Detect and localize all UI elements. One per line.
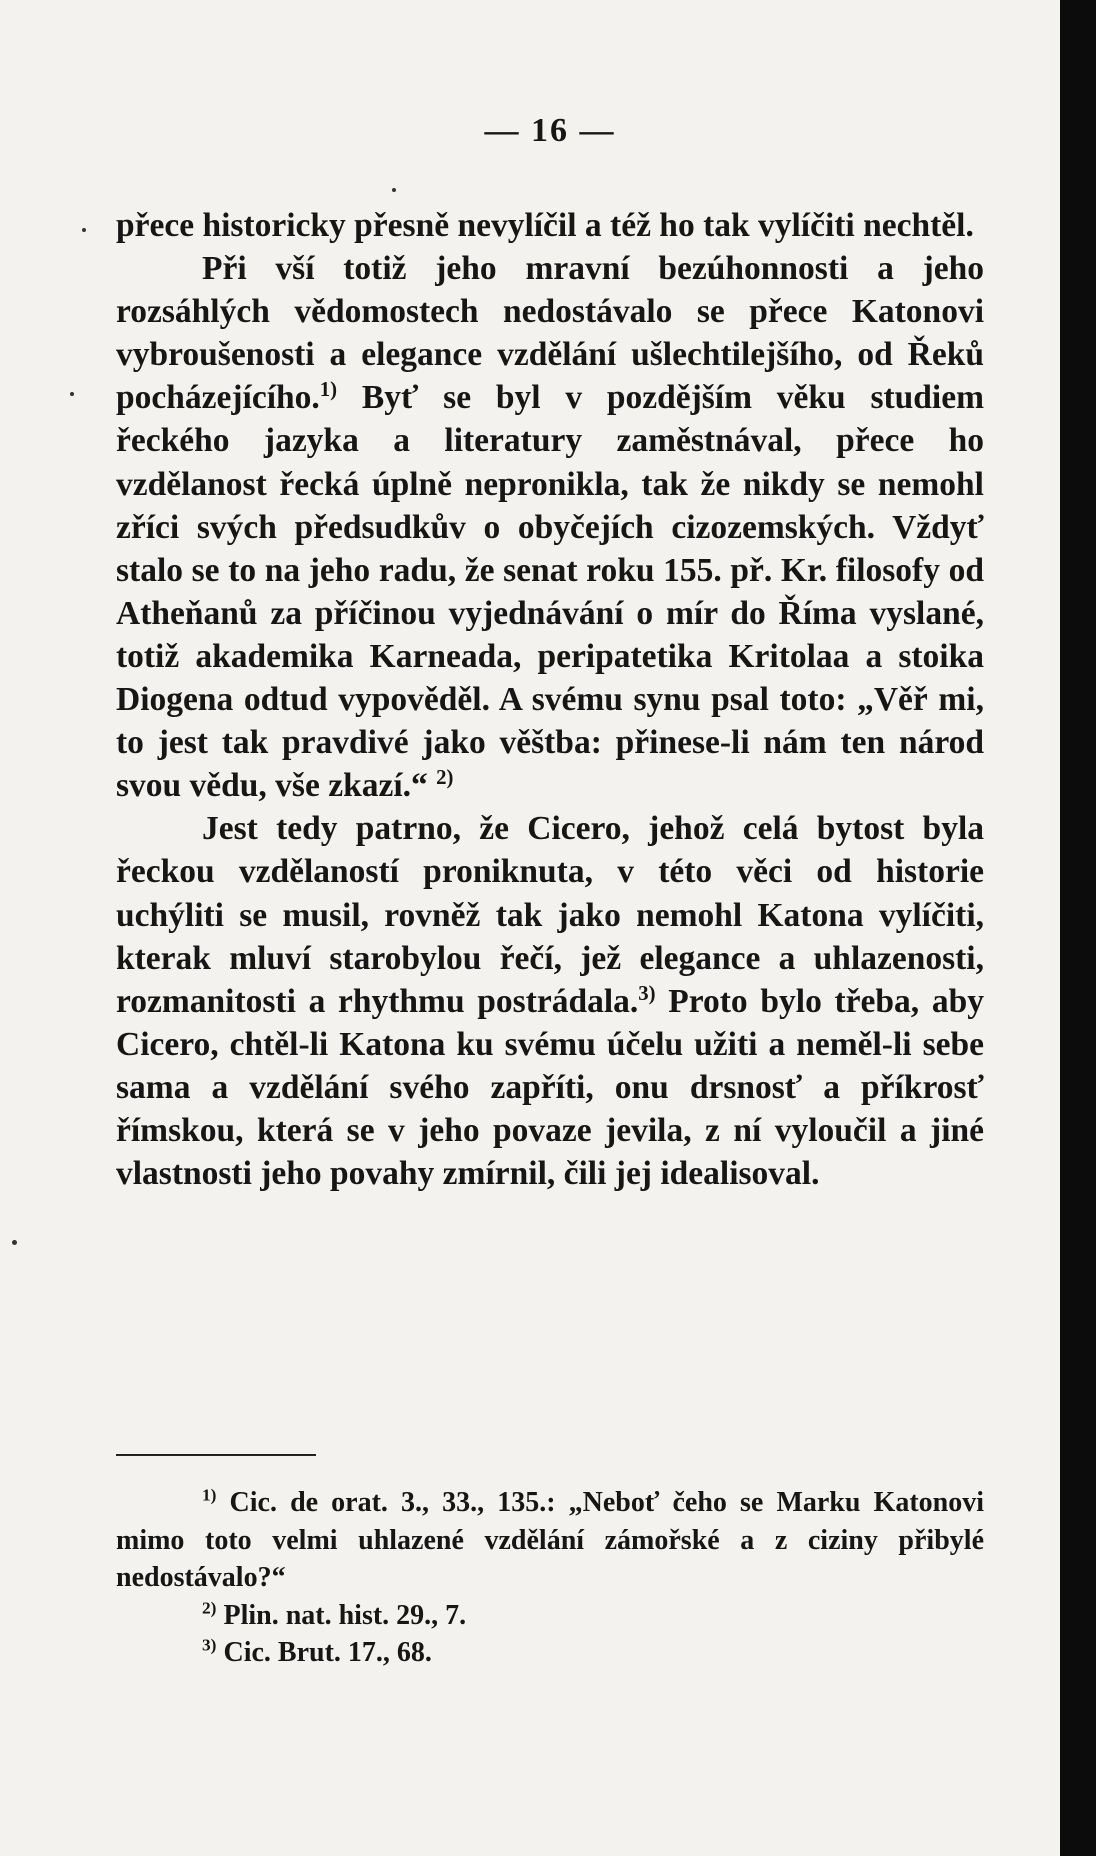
footnote-reference: 3) (638, 981, 656, 1005)
paragraph-text: Při vší totiž jeho mravní bezúhonnosti a jeho rozsáhlých vědomostech nedostávalo se přece Katonovi vybroušenosti a elegance vzdělání ušlechtilejšího, od Řeků pocházejícího. (116, 250, 984, 417)
paragraph-text: Jest tedy patrno, že Cicero, jehož celá bytost byla řeckou vzdělaností proniknuta, v této věci od historie uchýliti se musil, rovněž tak jako nemohl Katona vylíčiti, kterak mluví starobylou řečí, jež elegance a uhlazenosti, rozmanitosti a rhythmu postrádala. (116, 810, 984, 1020)
scan-edge (1060, 0, 1096, 1856)
paragraph (116, 204, 984, 247)
body-text (116, 204, 984, 1195)
scan-speck (392, 188, 396, 192)
paragraph-text: Byť se byl v pozdějším věku studiem řeckého jazyka a literatury zaměstnával, přece ho vzdělanost řecká úplně nepronikla, tak že nikdy se nemohl zříci svých předsudkův o obyčejích cizozemských. Vždyť stalo se to na jeho radu, že senat roku 155. př. Kr. filosofy od Atheňanů za příčinou vyjednávání o mír do Říma vyslané, totiž akademika Karneada, peripatetika Kritolaa a stoika Diogena odtud vypověděl. A svému synu psal toto: „Věř mi, to jest tak pravdivé jako věštba: přinese-li nám ten národ svou vědu, vše zkazí.“ (116, 379, 984, 805)
page-number: — 16 — (484, 112, 616, 149)
scan-speck (12, 1240, 17, 1245)
footnote-marker: 1) (202, 1485, 217, 1505)
footnote-reference: 1) (319, 378, 338, 402)
footnote (116, 1597, 984, 1635)
paragraph-text: přece historicky přesně nevylíčil a též ho tak vylíčiti nechtěl. (116, 207, 974, 244)
scan-speck (70, 392, 74, 396)
footnote-text: Plin. nat. hist. 29., 7. (216, 1599, 467, 1631)
footnote (116, 1634, 984, 1672)
paragraph (116, 807, 984, 1195)
footnotes (116, 1484, 984, 1672)
footnote (116, 1484, 984, 1597)
footnote-separator (116, 1454, 316, 1456)
footnote-reference: 2) (436, 766, 454, 790)
footnote-marker: 3) (202, 1635, 217, 1655)
footnote-text: Cic. de orat. 3., 33., 135.: „Neboť čeho se Marku Katonovi mimo toto velmi uhlazené vzdělání zámořské a z ciziny přibylé nedostávalo?“ (116, 1487, 984, 1593)
footnote-marker: 2) (202, 1598, 217, 1618)
scan-speck (82, 228, 86, 232)
paragraph-text: Proto bylo třeba, aby Cicero, chtěl-li Katona ku svému účelu užiti a neměl-li sebe sama a vzdělání svého zapříti, onu drsnosť a příkrosť římskou, která se v jeho povaze jevila, z ní vyloučil a jiné vlastnosti jeho povahy zmírnil, čili jej idealisoval. (116, 982, 984, 1193)
paragraph (116, 247, 984, 807)
footnote-text: Cic. Brut. 17., 68. (216, 1637, 432, 1668)
